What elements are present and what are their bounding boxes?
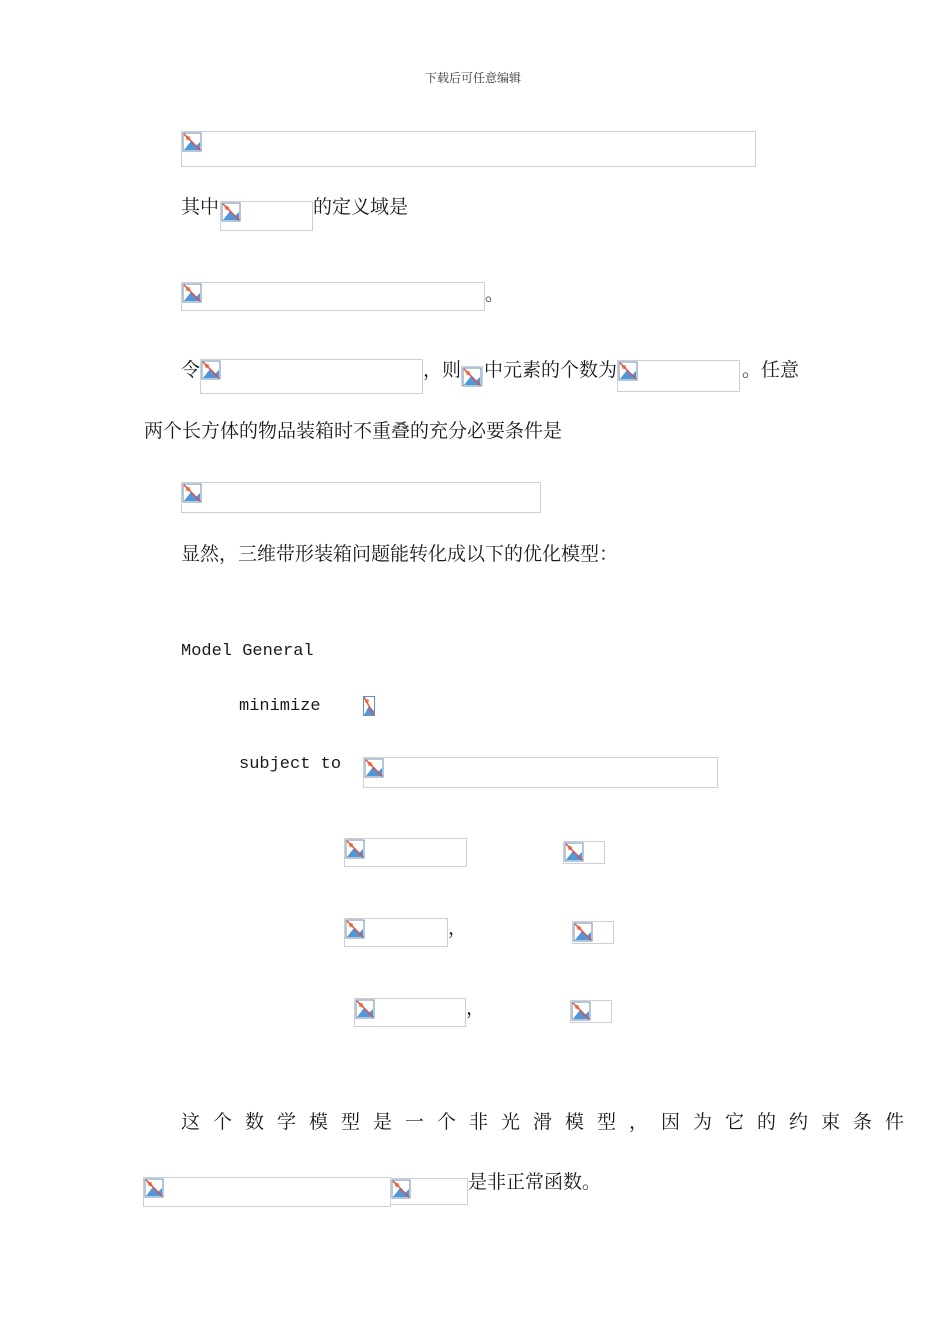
formula-image xyxy=(363,696,375,716)
formula-image xyxy=(181,482,541,513)
text-elements-count: 中元素的个数为 xyxy=(484,359,618,381)
text-abnormal: 是非正常函数。 xyxy=(468,1171,602,1193)
formula-image xyxy=(181,131,756,167)
text-domain-prefix: 其中 xyxy=(181,196,220,218)
broken-image-icon xyxy=(618,361,638,381)
broken-image-icon xyxy=(364,758,384,778)
formula-image xyxy=(354,998,466,1027)
text-obviously: 显然，三维带形装箱问题能转化成以下的优化模型： xyxy=(181,543,619,565)
model-title: Model General xyxy=(181,642,314,661)
broken-image-icon xyxy=(355,999,375,1019)
broken-image-icon xyxy=(363,696,375,716)
text-condition: 两个长方体的物品装箱时不重叠的充分必要条件是 xyxy=(144,420,563,442)
formula-image xyxy=(143,1177,391,1207)
broken-image-icon xyxy=(573,922,593,942)
text-comma-then: ，则 xyxy=(423,359,462,381)
broken-image-icon xyxy=(182,483,202,503)
model-subject-to: subject to xyxy=(239,755,342,774)
page-header: 下载后可任意编辑 xyxy=(425,71,522,85)
text-let: 令 xyxy=(181,359,201,381)
text-period: 。 xyxy=(485,283,505,305)
broken-image-icon xyxy=(182,283,202,303)
broken-image-icon xyxy=(345,919,365,939)
formula-image xyxy=(200,359,423,394)
text-domain-suffix: 的定义域是 xyxy=(313,196,409,218)
formula-image xyxy=(363,757,718,788)
text-comma: ， xyxy=(466,997,486,1019)
broken-image-icon xyxy=(391,1179,411,1199)
formula-image xyxy=(220,201,313,231)
broken-image-icon xyxy=(182,132,202,152)
formula-image xyxy=(563,841,605,864)
formula-image xyxy=(181,282,485,311)
model-minimize: minimize xyxy=(239,697,321,716)
broken-image-icon xyxy=(201,360,221,380)
broken-image-icon xyxy=(571,1001,591,1021)
formula-image xyxy=(344,838,467,867)
broken-image-icon xyxy=(462,367,482,387)
formula-image xyxy=(572,921,614,944)
formula-image xyxy=(570,1000,612,1023)
formula-image xyxy=(617,360,740,392)
broken-image-icon xyxy=(221,202,241,222)
broken-image-icon xyxy=(345,839,365,859)
formula-image xyxy=(461,366,483,386)
text-nonsmooth: 这个数学模型是一个非光滑模型，因为它的约束条件 xyxy=(181,1111,918,1133)
text-comma: ， xyxy=(448,917,468,939)
text-period-any: 。任意 xyxy=(742,359,800,381)
broken-image-icon xyxy=(144,1178,164,1198)
formula-image xyxy=(390,1178,468,1205)
broken-image-icon xyxy=(564,842,584,862)
formula-image xyxy=(344,918,448,947)
